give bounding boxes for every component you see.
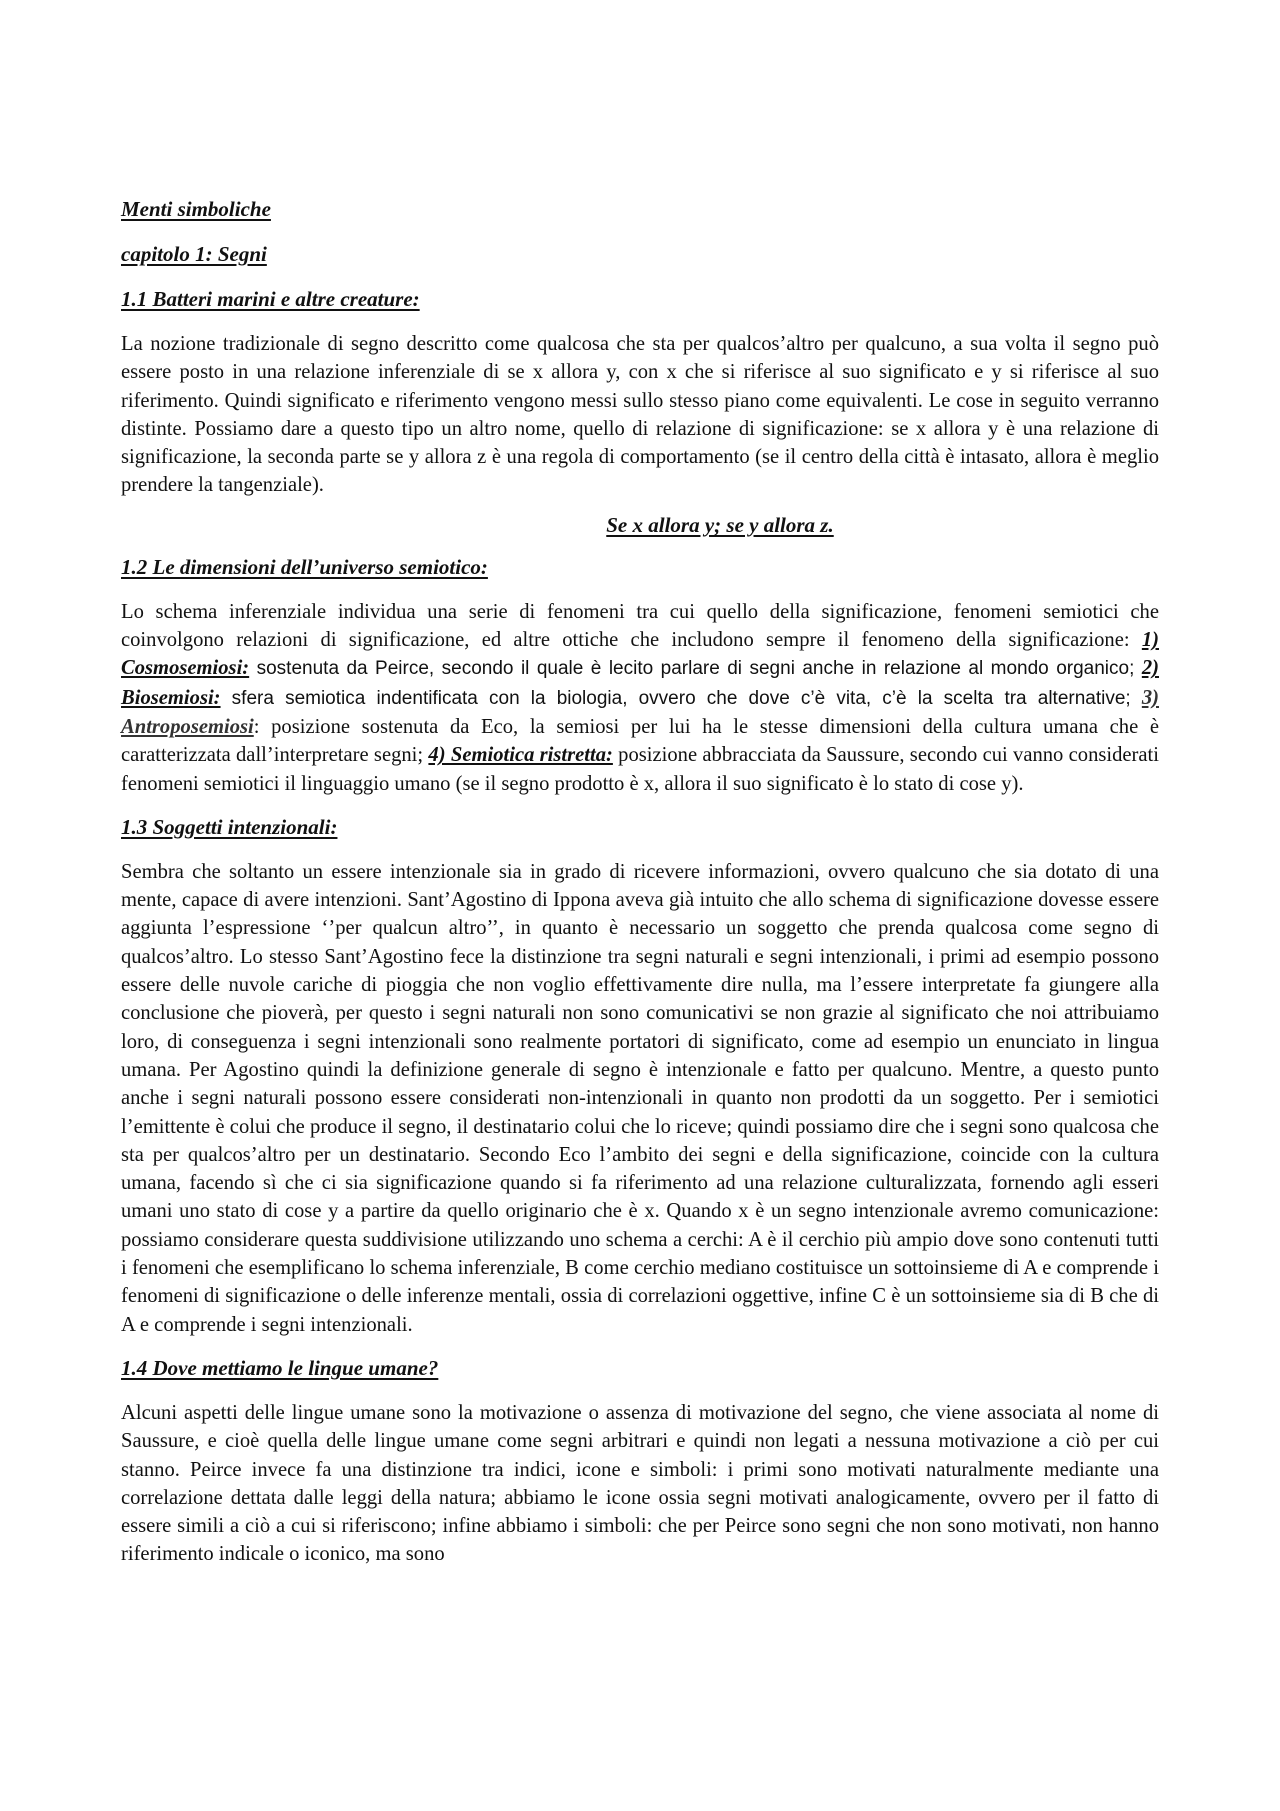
section-heading-1-4: 1.4 Dove mettiamo le lingue umane? [121, 1355, 439, 1380]
chapter-title: capitolo 1: Segni [121, 242, 267, 266]
term-biosemiosi: 2) Biosemiosi: [121, 657, 1159, 709]
section-1-4-paragraph: Alcuni aspetti delle lingue umane sono la motivazione o assenza di motivazione del segno, che viene associata al nome di Saussure, e cioè quella delle lingue umane come segni arbitrari e quindi non legati a nessuna motivazione a ciò per cui stanno. Peirce invece fa una distinzione tra indici, icone e simboli: i primi sono motivati naturalmente mediante una correlazione dettata dalle leggi della natura; abbiamo le icone ossia segni motivati analogicamente, ovvero per il fatto di essere simili a ciò a cui si riferiscono; infine abbiamo i simboli: che per Peirce sono segni che non sono motivati, non hanno riferimento indicale o iconico, ma sono [121, 1401, 1159, 1566]
section-1-2-intro: Lo schema inferenziale individua una serie di fenomeni tra cui quello della significazione, fenomeni semiotici che coinvolgono relazioni di significazione, ed altre ottiche che includono sempre il fenomeno della significazione: [121, 600, 1159, 652]
section-1-3-paragraph: Sembra che soltanto un essere intenzionale sia in grado di ricevere informazioni, ovvero qualcuno che sia dotato di una mente, capace di avere intenzioni. Sant’Agostino di Ippona aveva già intuito che allo schema di significazione dovesse essere aggiunta l’espressione ‘’per qualcun altro’’, in quanto è necessario un soggetto che prenda qualcosa come segno di qualcos’altro. Lo stesso Sant’Agostino fece la distinzione tra segni naturali e segni intenzionali, i primi ad esempio possono essere delle nuvole cariche di pioggia che non voglio effettivamente dire nulla, ma l’essere interpretate fa giungere alla conclusione che pioverà, per questo i segni naturali non sono comunicativi se non grazie al significato che noi attribuiamo loro, di conseguenza i segni intenzionali sono realmente portatori di significato, come ad esempio un enunciato in lingua umana. Per Agostino quindi la definizione generale di segno è intenzionale e fatto per qualcuno. Mentre, a questo punto anche i segni naturali possono essere considerati non-intenzionali in quanto non prodotti da un soggetto. Per i semiotici l’emittente è colui che produce il segno, il destinatario colui che lo riceve; quindi possiamo dire che i segni sono qualcosa che sta per qualcos’altro per un destinatario. Secondo Eco l’ambito dei segni e della significazione, coincide con la cultura umana, facendo sì che ci sia significazione quando si fa riferimento ad una relazione culturalizzata, fornendo agli esseri umani uno stato di cose y a partire da quello originario che è x. Quando x è un segno intenzionale avremo comunicazione: possiamo considerare questa suddivisione utilizzando uno schema a cerchi: A è il cerchio più ampio dove sono contenuti tutti i fenomeni che esemplificano lo schema inferenziale, B come cerchio mediano costituisce un sottoinsieme di A e comprende i fenomeni di significazione o delle inferenze mentali, ossia di correlazioni oggettive, infine C è un sottoinsieme sia di B che di A e comprende i segni intenzionali. [121, 860, 1159, 1336]
text-biosemiosi: sfera semiotica indentificata con la biologia, ovvero che dove c’è vita, c’è la scelta tra alternative; [220, 687, 1142, 709]
section-1-2-paragraph [121, 598, 1159, 798]
term-antroposemiosi: 3) Antroposemiosi [121, 686, 1159, 738]
text-cosmosemiosi: sostenuta da Peirce, secondo il quale è lecito parlare di segni anche in relazione al mondo organico; [249, 658, 1142, 680]
section-heading-1-3: 1.3 Soggetti intenzionali: [121, 814, 338, 839]
document-title: Menti simboliche [121, 197, 271, 221]
section-1-1-paragraph: La nozione tradizionale di segno descritto come qualcosa che sta per qualcos’altro per qualcuno, a sua volta il segno può essere posto in una relazione inferenziale di se x allora y, con x che si riferisce al suo significato e y si riferisce al suo riferimento. Quindi significato e riferimento vengono messi sullo stesso piano come equivalenti. Le cose in seguito verranno distinte. Possiamo dare a questo tipo un altro nome, quello di relazione di significazione: se x allora y è una relazione di significazione, la seconda parte se y allora z è una regola di comportamento (se il centro della città è intasato, allora è meglio prendere la tangenziale). [121, 333, 1159, 497]
term-cosmosemiosi: 1) Cosmosemiosi: [121, 629, 1159, 680]
section-heading-1-2: 1.2 Le dimensioni dell’universo semiotico: [121, 554, 488, 579]
inference-formula: Se x allora y; se y allora z. [606, 512, 834, 537]
text-antroposemiosi: : posizione sostenuta da Eco, la semiosi per lui ha le stesse dimensioni della cultura umana che è caratterizzata dall’interpretare segni; [121, 715, 1159, 767]
term-semiotica-ristretta: 4) Semiotica ristretta: [428, 744, 613, 767]
text-semiotica-ristretta: posizione abbracciata da Saussure, secondo cui vanno considerati fenomeni semiotici il linguaggio umano (se il segno prodotto è x, allora il suo significato è lo stato di cose y). [121, 744, 1159, 795]
section-heading-1-1: 1.1 Batteri marini e altre creature: [121, 287, 420, 311]
